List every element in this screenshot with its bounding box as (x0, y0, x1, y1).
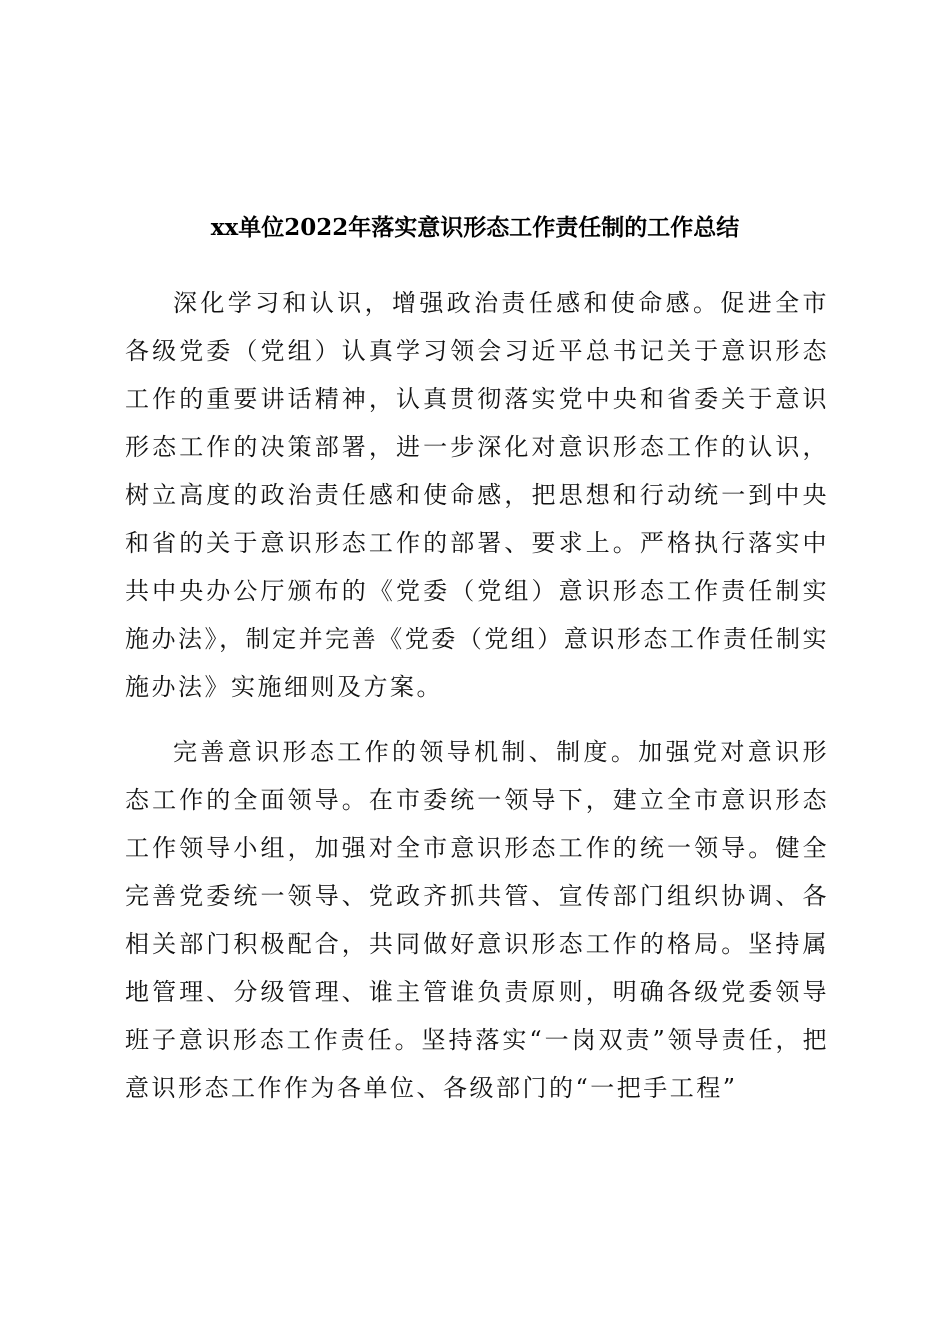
document-title: xx单位2022年落实意识形态工作责任制的工作总结 (210, 214, 740, 241)
paragraph-2: 完善意识形态工作的领导机制、制度。加强党对意识形态工作的全面领导。在市委统一领导下，建立全市意识形态工作领导小组，加强对全市意识形态工作的统一领导。健全完善党委统一领导、党政齐抓共管、宣传部门组织协调、各相关部门积极配合，共同做好意识形态工作的格局。坚持属地管理、分级管理、谁主管谁负责原则，明确各级党委领导班子意识形态工作责任。坚持落实“一岗双责”领导责任，把意识形态工作作为各单位、各级部门的“一把手工程” (125, 738, 829, 1102)
paragraph-1: 深化学习和认识，增强政治责任感和使命感。促进全市各级党委（党组）认真学习领会习近平总书记关于意识形态工作的重要讲话精神，认真贯彻落实党中央和省委关于意识形态工作的决策部署，进一步深化对意识形态工作的认识，树立高度的政治责任感和使命感，把思想和行动统一到中央和省的关于意识形态工作的部署、要求上。严格执行落实中共中央办公厅颁布的《党委（党组）意识形态工作责任制实施办法》，制定并完善《党委（党组）意识形态工作责任制实施办法》实施细则及方案。 (125, 289, 829, 701)
